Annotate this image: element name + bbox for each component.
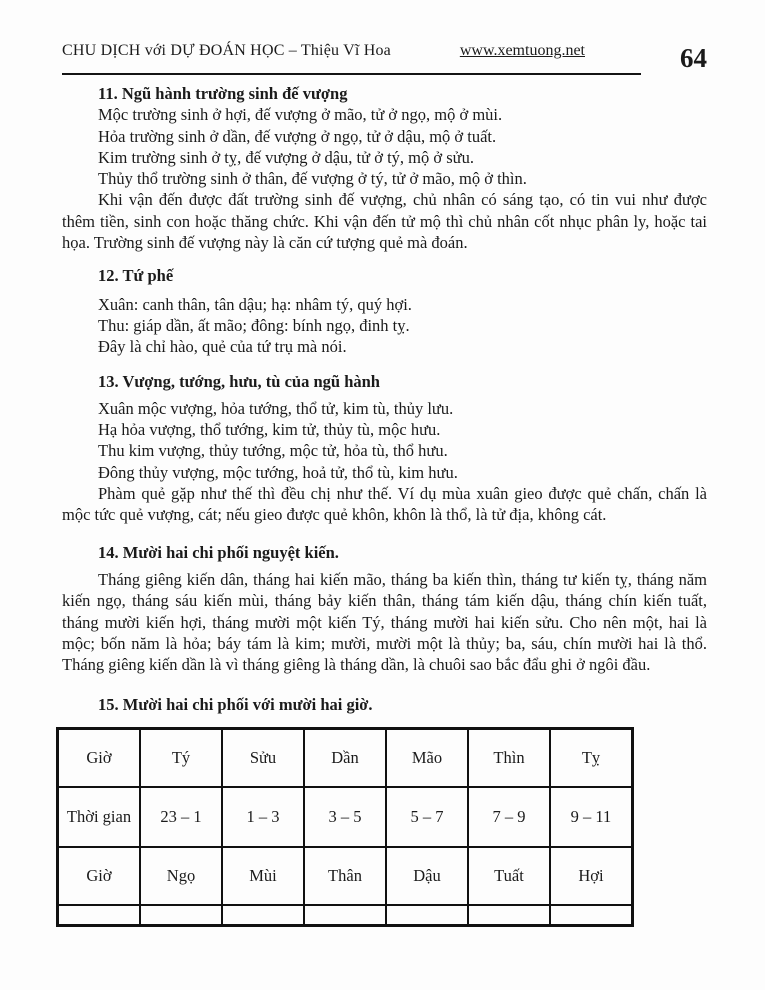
table-cell: 23 – 1 <box>140 787 222 847</box>
paragraph: Khi vận đến được đất trường sinh đế vượng, chủ nhân có sáng tạo, có tin vui như được thêm tiền, sinh con hoặc thăng chức. Khi vận đến tử mộ thì chủ nhân cốt nhục phân ly, hoặc tai họa. Trường sinh đế vượng này là căn cứ tượng quẻ mà đoán. <box>62 190 707 253</box>
table-row <box>58 905 633 926</box>
text-line: Hạ hỏa vượng, thổ tướng, kim tử, thủy tù, mộc hưu. <box>98 420 441 440</box>
text-line: Thu kim vượng, thủy tướng, mộc tử, hỏa tù, thổ hưu. <box>98 441 448 461</box>
text-line: Kim trường sinh ở tỵ, đế vượng ở dậu, tử ở tý, mộ ở sửu. <box>98 147 474 167</box>
section-15-heading: 15. Mười hai chi phối với mười hai giờ. <box>98 695 373 715</box>
table-cell <box>140 905 222 926</box>
text-line: Thu: giáp dần, ất mão; đông: bính ngọ, đinh tỵ. <box>98 315 410 335</box>
section-12-heading: 12. Tứ phế <box>98 266 174 286</box>
text-line: Thủy thổ trường sinh ở thân, đế vượng ở tý, tử ở mão, mộ ở thìn. <box>98 169 527 189</box>
table-row <box>58 787 633 847</box>
table-cell <box>58 905 141 926</box>
section-14-heading: 14. Mười hai chi phối nguyệt kiến. <box>98 542 339 562</box>
book-title: CHU DỊCH với DỰ ĐOÁN HỌC – Thiệu Vĩ Hoa <box>62 42 391 59</box>
site-link[interactable]: www.xemtuong.net <box>459 42 585 59</box>
table-row <box>58 728 633 787</box>
table-cell: Dậu <box>386 847 468 905</box>
text-line: Xuân: canh thân, tân dậu; hạ: nhâm tý, quý hợi. <box>98 294 412 314</box>
table-cell: Tý <box>140 728 222 787</box>
table-cell <box>304 905 386 926</box>
text-line: Đây là chỉ hào, quẻ của tứ trụ mà nói. <box>98 337 347 357</box>
table-cell: Giờ <box>58 847 141 905</box>
table-cell: Tỵ <box>550 728 633 787</box>
table-cell: Sửu <box>222 728 304 787</box>
table-cell: Thìn <box>468 728 550 787</box>
hours-table <box>56 727 634 927</box>
table-cell: Mão <box>386 728 468 787</box>
table-cell: Ngọ <box>140 847 222 905</box>
table-cell: Thời gian <box>58 787 141 847</box>
table-cell: 7 – 9 <box>468 787 550 847</box>
section-13-heading: 13. Vượng, tướng, hưu, tù của ngũ hành <box>98 371 380 391</box>
table-cell: Thân <box>304 847 386 905</box>
text-line: Hỏa trường sinh ở dần, đế vượng ở ngọ, tử ở dậu, mộ ở tuất. <box>98 126 497 146</box>
table-cell: 9 – 11 <box>550 787 633 847</box>
text-line: Đông thủy vượng, mộc tướng, hoả tử, thổ tù, kim hưu. <box>98 462 458 482</box>
text-line: Xuân mộc vượng, hỏa tướng, thổ tử, kim tù, thủy lưu. <box>98 398 454 418</box>
page-header <box>62 42 707 75</box>
table-cell: Tuất <box>468 847 550 905</box>
table-cell: Mùi <box>222 847 304 905</box>
table-cell <box>468 905 550 926</box>
table-cell: 3 – 5 <box>304 787 386 847</box>
page-number: 64 <box>680 43 707 73</box>
table-cell: 5 – 7 <box>386 787 468 847</box>
table-row <box>58 847 633 905</box>
paragraph: Tháng giêng kiến dân, tháng hai kiến mão, tháng ba kiến thìn, tháng tư kiến tỵ, tháng năm kiến ngọ, tháng sáu kiến mùi, tháng bảy kiến thân, tháng tám kiến dậu, tháng chín kiến tuất, tháng mười kiến hợi, tháng mười một kiến Tý, tháng mười hai kiến sửu. Cho nên một, hai là mộc; bốn năm là hỏa; báy tám là kim; mười, mười một là thủy; ba, sáu, chín mười hai là thổ. Tháng giêng kiến dần là vì tháng giêng là tháng dần, là chuôi sao bắc đẩu ghi ở ngôi đầu. <box>62 569 707 675</box>
table-cell <box>550 905 633 926</box>
section-11-heading: 11. Ngũ hành trường sinh đế vượng <box>98 84 348 103</box>
table-cell: Giờ <box>58 728 141 787</box>
paragraph: Phàm quẻ gặp như thế thì đều chị như thế. Ví dụ mùa xuân gieo được quẻ chấn, chấn là mộc tức quẻ vượng, cát; nếu gieo được quẻ khôn, khôn là thổ, là tử địa, không cát. <box>62 484 707 525</box>
table-cell: Dần <box>304 728 386 787</box>
table-cell: Hợi <box>550 847 633 905</box>
table-cell: 1 – 3 <box>222 787 304 847</box>
header-rule-area <box>62 42 641 75</box>
text-line: Mộc trường sinh ở hợi, đế vượng ở mão, tử ở ngọ, mộ ở mùi. <box>98 105 503 125</box>
table-cell <box>386 905 468 926</box>
table-cell <box>222 905 304 926</box>
